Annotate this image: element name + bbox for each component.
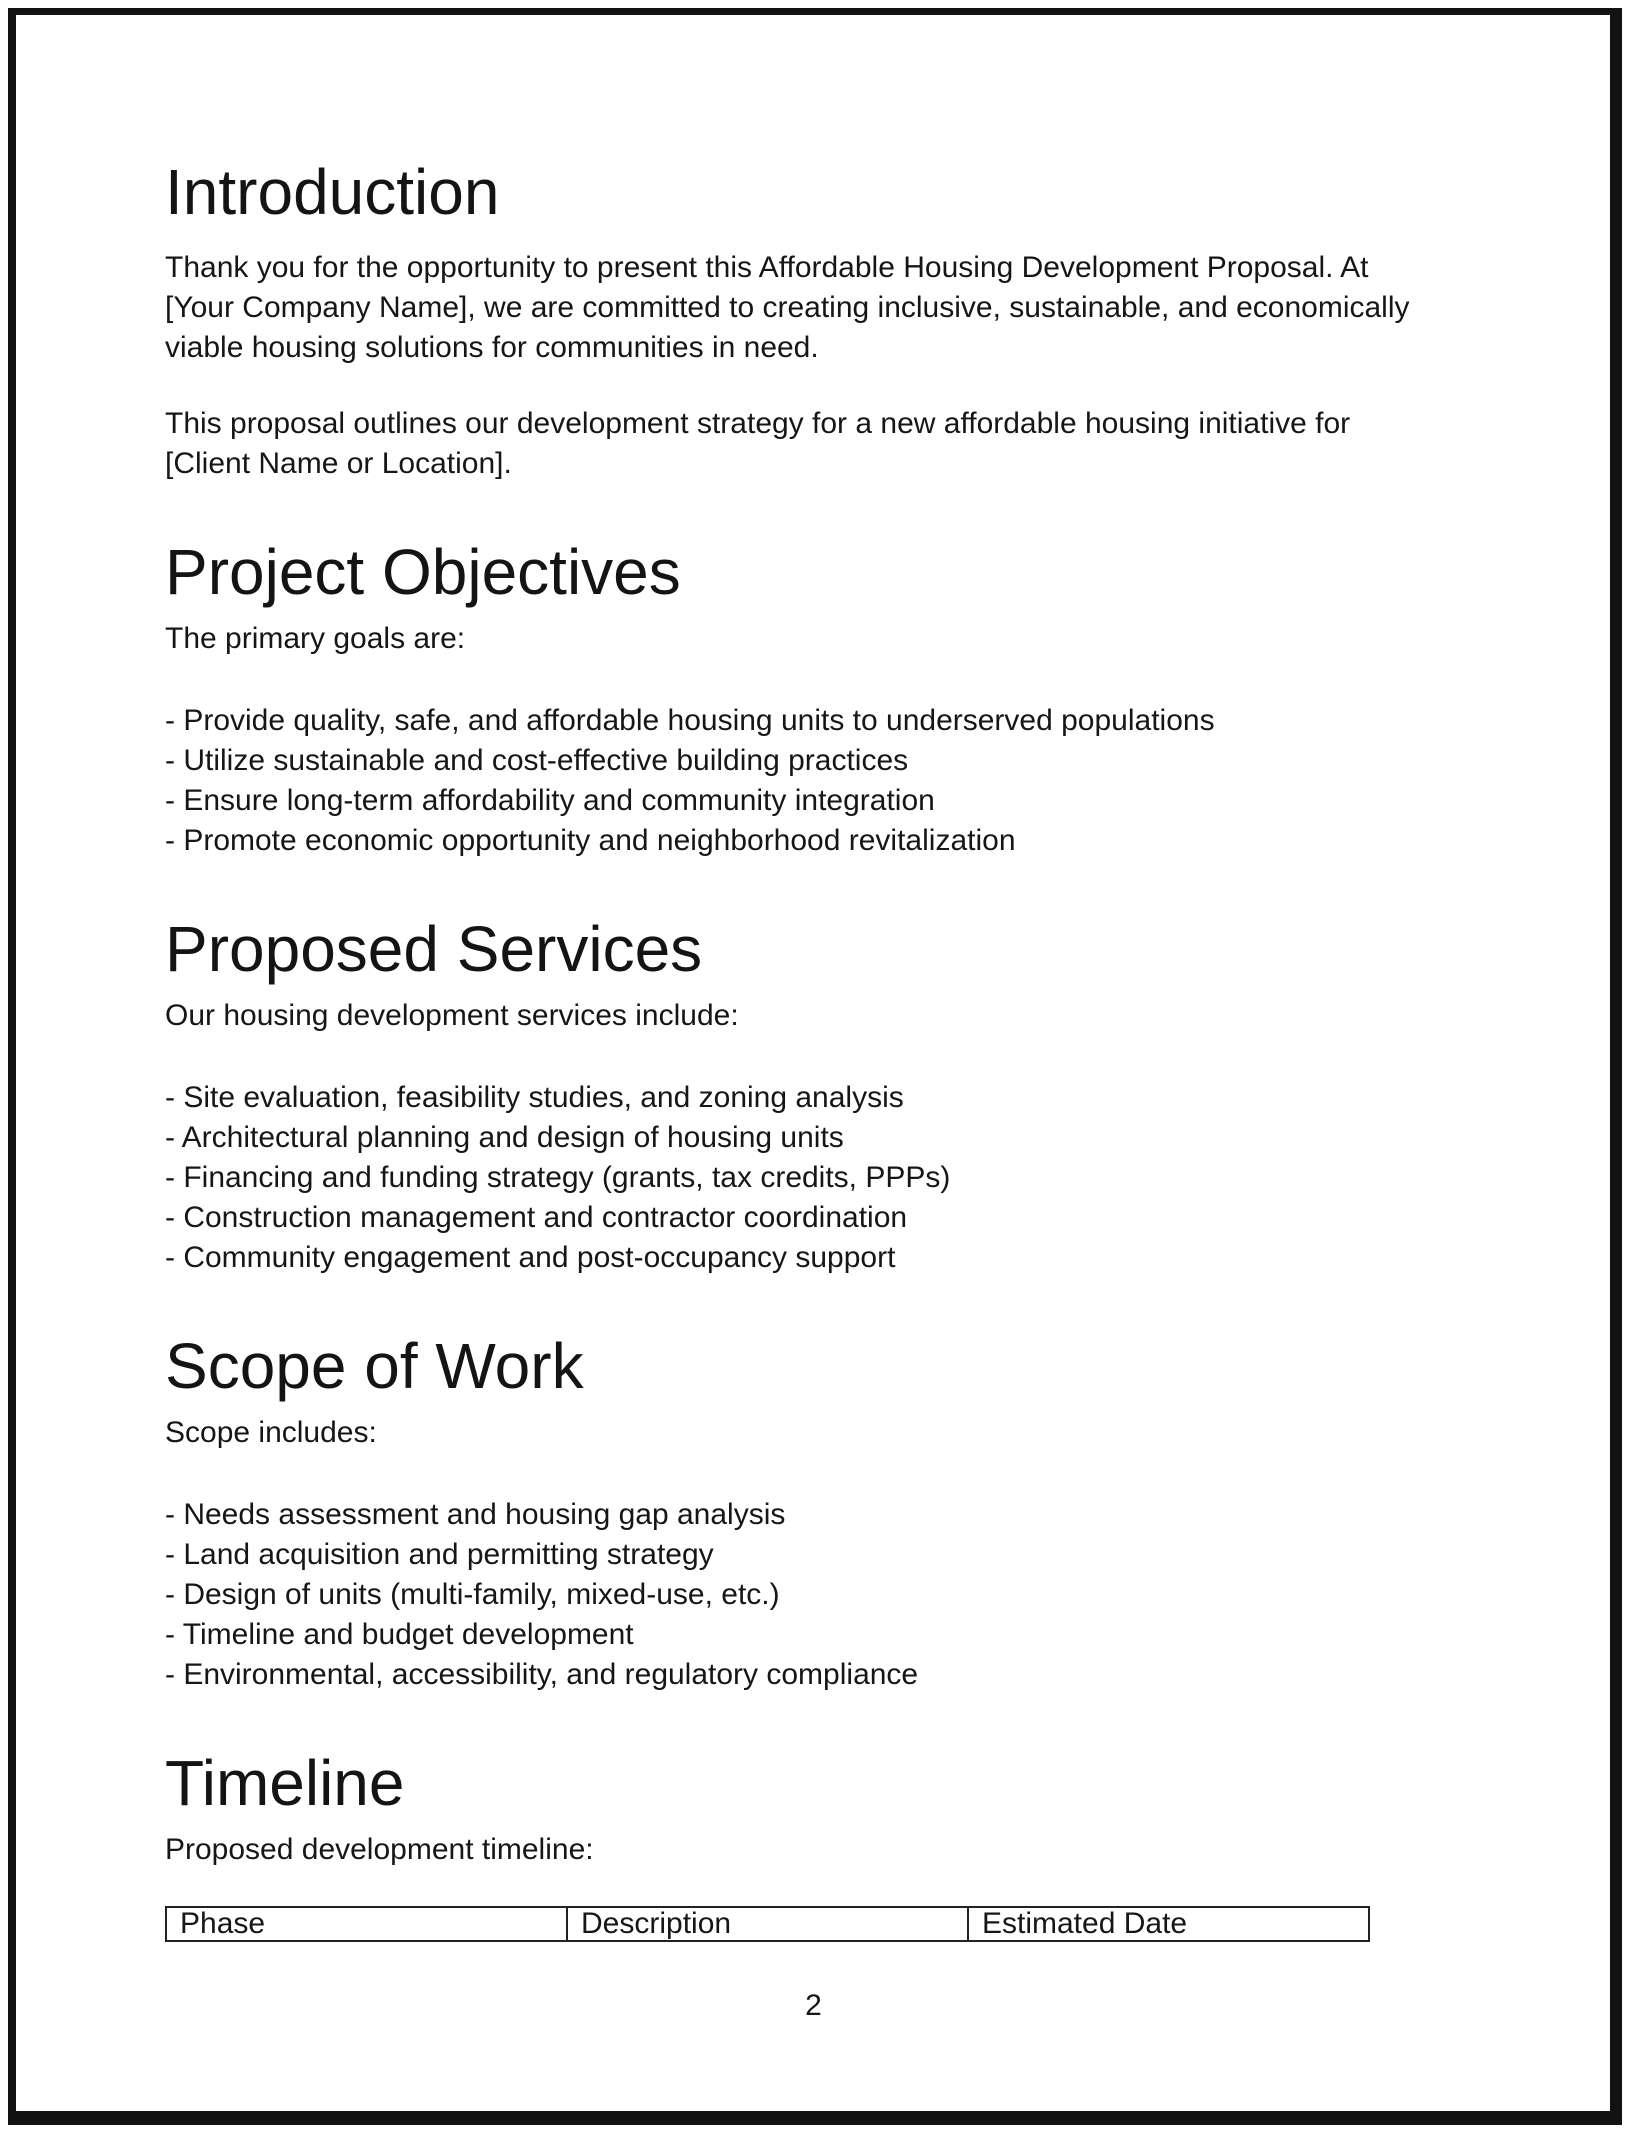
timeline-column-estimated-date: Estimated Date <box>968 1907 1369 1941</box>
timeline-table-header-row <box>166 1907 1369 1941</box>
heading-introduction: Introduction <box>165 156 500 228</box>
text-line: - Site evaluation, feasibility studies, and zoning analysis <box>165 1081 904 1114</box>
services-lead: Our housing development services include: <box>165 999 739 1032</box>
section-timeline <box>165 1745 1368 1942</box>
text-line: [Client Name or Location]. <box>165 447 512 480</box>
page-number: 2 <box>805 1989 822 2022</box>
text-line: - Environmental, accessibility, and regulatory compliance <box>165 1658 919 1691</box>
heading-proposed-services: Proposed Services <box>165 913 703 985</box>
text-line: - Community engagement and post-occupancy support <box>165 1241 896 1274</box>
text-line: - Timeline and budget development <box>165 1618 634 1651</box>
timeline-column-phase: Phase <box>166 1907 567 1941</box>
document-content <box>165 0 1410 1942</box>
timeline-lead: Proposed development timeline: <box>165 1833 594 1866</box>
scope-list <box>165 1495 1368 1695</box>
objectives-list <box>165 701 1368 861</box>
text-line: This proposal outlines our development strategy for a new affordable housing initiative for <box>165 407 1351 440</box>
text-line: - Needs assessment and housing gap analysis <box>165 1498 786 1531</box>
text-line: viable housing solutions for communities in need. <box>165 331 819 364</box>
section-project-objectives <box>165 534 1368 861</box>
text-line: - Financing and funding strategy (grants, tax credits, PPPs) <box>165 1161 951 1194</box>
objectives-lead: The primary goals are: <box>165 622 466 655</box>
timeline-table <box>165 1906 1370 1942</box>
text-line: - Provide quality, safe, and affordable housing units to underserved populations <box>165 704 1215 737</box>
introduction-paragraph-1 <box>165 248 1410 368</box>
scope-lead: Scope includes: <box>165 1416 377 1449</box>
text-line: [Your Company Name], we are committed to creating inclusive, sustainable, and economically <box>165 291 1410 324</box>
text-line: - Utilize sustainable and cost-effective building practices <box>165 744 909 777</box>
introduction-paragraph-2 <box>165 404 1368 484</box>
text-line: - Promote economic opportunity and neighborhood revitalization <box>165 824 1016 857</box>
heading-scope-of-work: Scope of Work <box>165 1330 584 1402</box>
text-line: Thank you for the opportunity to present this Affordable Housing Development Proposal. At <box>165 251 1369 284</box>
section-introduction <box>165 154 1410 484</box>
text-line: - Ensure long-term affordability and community integration <box>165 784 935 817</box>
text-line: - Architectural planning and design of housing units <box>165 1121 844 1154</box>
section-scope-of-work <box>165 1328 1368 1695</box>
text-line: - Construction management and contractor coordination <box>165 1201 908 1234</box>
text-line: - Land acquisition and permitting strategy <box>165 1538 714 1571</box>
heading-project-objectives: Project Objectives <box>165 536 681 608</box>
section-proposed-services <box>165 911 1368 1278</box>
services-list <box>165 1078 1368 1278</box>
text-line: - Design of units (multi-family, mixed-use, etc.) <box>165 1578 780 1611</box>
timeline-column-description: Description <box>567 1907 968 1941</box>
heading-timeline: Timeline <box>165 1747 405 1819</box>
